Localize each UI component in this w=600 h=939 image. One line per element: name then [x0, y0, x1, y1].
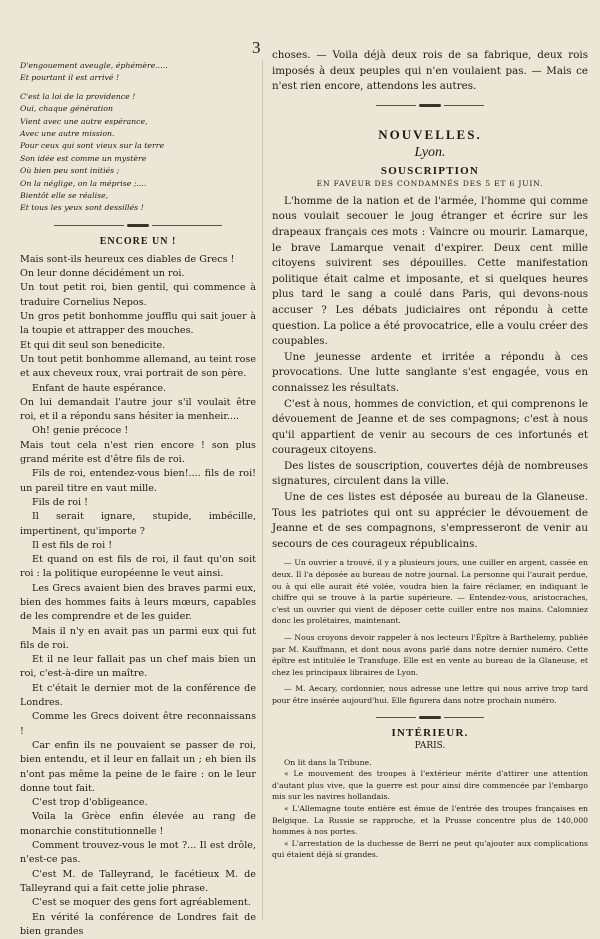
paragraph: Une de ces listes est déposée au bureau de la Glaneuse. Tous les patriotes qui ont su apprécier le dévouement de Jeanne et de ses compagnons, s'empresseront de venir au secours de ces courageux républicains. — [272, 491, 588, 550]
paragraph: Mais sont-ils heureux ces diables de Grecs ! — [20, 253, 235, 265]
poem-line: Bientôt elle se réalise, — [20, 191, 109, 201]
paragraph: Mais tout cela n'est rien encore ! son plus grand mérite est d'être fils de roi. — [20, 439, 256, 466]
right-column — [272, 48, 588, 861]
paragraph: Des listes de souscription, couvertes déjà de nombreuses signatures, circulent dans la ville. — [272, 459, 588, 488]
paragraph: Comme les Grecs doivent être reconnaissans ! — [20, 711, 256, 737]
poem-line: On la néglige, on la méprise ;.... — [20, 178, 147, 188]
paragraph: C'est M. de Talleyrand, le facétieux M. de Talleyrand qui a fait cette jolie phrase. — [20, 868, 256, 894]
paragraph: Il est fils de roi ! — [32, 539, 113, 551]
city-heading: Lyon. — [414, 144, 446, 160]
poem-line: Et pourtant il est arrivé ! — [20, 73, 120, 83]
paragraph: Et c'était le dernier mot de la conférence de Londres. — [20, 682, 256, 709]
section-title-encore-un: ENCORE UN ! — [99, 235, 177, 247]
paragraph: C'est trop d'obligeance. — [32, 797, 148, 809]
paragraph: Enfant de haute espérance. — [32, 382, 167, 394]
paragraph: Les Grecs avaient bien des braves parmi eux, bien des hommes faits à leurs mœurs, capables de les comprendre et de les guider. — [20, 582, 256, 623]
paragraph: Et il ne leur fallait pas un chef mais bien un roi, c'est-à-dire un maître. — [20, 654, 256, 680]
paragraph: Et qui dit seul son benedicite. — [20, 339, 166, 351]
paragraph: Et quand on est fils de roi, il faut qu'on soit roi : la politique européenne le veut ainsi. — [20, 554, 256, 580]
news-note: — Un ouvrier a trouvé, il y a plusieurs jours, une cuiller en argent, cassée en deux. Il l'a déposée au bureau de notre journal. La personne qui l'aurait perdue, ou à qui elle aurait été volée, voudra bien la faire réclamer, en indiquant le chiffre qui se trouve à la partie supérieure. — Entendez-vous, aristocraches, c'est un ouvrier qui vient de déposer cette cuiller entre nos mains. Calomniez donc les prolétaires, maintenant. — [272, 558, 588, 626]
paragraph: Un gros petit bonhomme joufflu qui sait jouer à la toupie et attrapper des mouches. — [20, 311, 256, 337]
ornament-divider — [272, 100, 588, 111]
paragraph: Il serait ignare, stupide, imbécille, impertinent, qu'importe ? — [20, 511, 256, 537]
paragraph: Oh! genie précoce ! — [32, 425, 129, 437]
section-title-nouvelles: NOUVELLES. — [378, 126, 482, 142]
poem-line: Oui, chaque génération — [20, 104, 113, 114]
paragraph: Mais il n'y en avait pas un parmi eux qui fut fils de roi. — [20, 625, 256, 651]
souscription-title: SOUSCRIPTION — [380, 164, 480, 177]
article-encore-un — [20, 253, 256, 939]
paragraph: Comment trouvez-vous le mot ?... Il est drôle, n'est-ce pas. — [20, 840, 256, 866]
paragraph: Fils de roi ! — [32, 496, 88, 508]
paris-paragraph: On lit dans la Tribune. — [284, 757, 372, 767]
ornament-divider — [272, 712, 588, 723]
paris-paragraph: « L'arrestation de la duchesse de Berri ne peut qu'ajouter aux complications qui étaient déjà si grandes. — [272, 838, 588, 860]
paragraph: On lui demandait l'autre jour s'il voulait être roi, et il a répondu sans hésiter ia menheir.... — [20, 396, 256, 423]
paragraph: C'est se moquer des gens fort agréablement. — [32, 897, 251, 909]
paragraph: Une jeunesse ardente et irritée a répondu à ces provocations. Une lutte sanglante s'est engagée, vous en connaissez les résultats. — [272, 350, 588, 394]
paragraph: L'homme de la nation et de l'armée, l'homme qui comme nous voulait secouer le joug étranger et écrire sur les drapeaux français ces mots : Vaincre ou mourir. Lamarque, le brave Lamarque venait d'expirer. Deux cent mille citoyens suivirent ses dépouilles. Cette manifestation politique était calme et imposante, et si quelques heures plus tard le sang a coulé dans Paris, qui devons-nous accuser ? Les débats judiciaires ont répondu à cette question. La police a été provocatrice, elle a voulu créer des coupables. — [272, 194, 588, 348]
paragraph: Un tout petit bonhomme allemand, au teint rose et aux cheveux roux, vrai portrait de son père. — [20, 353, 256, 380]
ornament-divider — [20, 220, 256, 231]
paragraph: Car enfin ils ne pouvaient se passer de roi, bien entendu, et il leur en fallait un ; eh bien ils n'ont pas même la peine de le faire : on le leur donne tout fait. — [20, 739, 256, 794]
paragraph: C'est à nous, hommes de conviction, et qui comprenons le dévouement de Jeanne et de ses compagnons; c'est à nous qu'il appartient de venir au secours de ces infortunés et courageux citoyens. — [272, 397, 588, 457]
paris-paragraph: « L'Allemagne toute entière est émue de l'entrée des troupes françaises en Belgique. La Russie se rapproche, et la Prusse concentre plus de 140,000 hommes à nos portes. — [272, 803, 588, 837]
continuation-paragraph: choses. — Voila déjà deux rois de sa fabrique, deux rois imposés à deux peuples qui n'en voulaient pas. — Mais ce n'est rien encore, attendons les autres. — [272, 49, 588, 93]
page-number: 3 — [252, 38, 261, 57]
paris-paragraph: « Le mouvement des troupes à l'extérieur mérite d'attirer une attention d'autant plus vive, que la guerre est pour ainsi dire commencée par l'embargo mis sur les navires hollandais. — [272, 769, 588, 802]
paragraph: Un tout petit roi, bien gentil, qui commence à traduire Cornelius Nepos. — [20, 282, 256, 308]
paris-heading: PARIS. — [414, 740, 446, 751]
poem-line: Vient avec une autre espérance, — [20, 116, 148, 126]
poem — [20, 60, 256, 215]
poem-line: C'est la loi de la providence ! — [20, 91, 136, 101]
left-column — [20, 60, 256, 939]
poem-line: Son idée est comme un mystère — [20, 153, 147, 163]
poem-line: Avec une autre mission. — [20, 129, 115, 139]
section-title-interieur: INTÉRIEUR. — [391, 726, 469, 739]
paragraph: On leur donne décidément un roi. — [20, 268, 185, 280]
poem-line: D'engouement aveugle, éphémère..... — [20, 61, 168, 70]
news-note: — Nous croyons devoir rappeler à nos lecteurs l'Épître à Barthelemy, publiée par M. Kauffmann, et dont nous avons parlé dans notre dernier numéro. Cette épître est intitulée le Transfuge. Elle est en vente au bureau de la Glaneuse, et chez les principaux libraires de Lyon. — [272, 633, 588, 677]
news-note: — M. Aecary, cordonnier, nous adresse une lettre qui nous arrive trop tard pour être insérée aujourd'hui. Elle figurera dans notre prochain numéro. — [272, 684, 588, 705]
poem-line: Pour ceux qui sont vieux sur la terre — [20, 141, 165, 151]
poem-line: Où bien peu sont initiés ; — [20, 166, 120, 176]
paragraph: En vérité la conférence de Londres fait de bien grandes — [20, 911, 256, 937]
souscription-subtitle: EN FAVEUR DES CONDAMNÉS DES 5 ET 6 JUIN. — [316, 178, 544, 188]
paragraph: Voila la Grèce enfin élevée au rang de monarchie constitutionnelle ! — [20, 811, 256, 837]
column-divider — [262, 60, 263, 920]
paragraph: Fils de roi, entendez-vous bien!.... fils de roi! un pareil titre en vaut mille. — [20, 468, 256, 494]
poem-line: Et tous les yeux sont dessillés ! — [20, 203, 144, 213]
